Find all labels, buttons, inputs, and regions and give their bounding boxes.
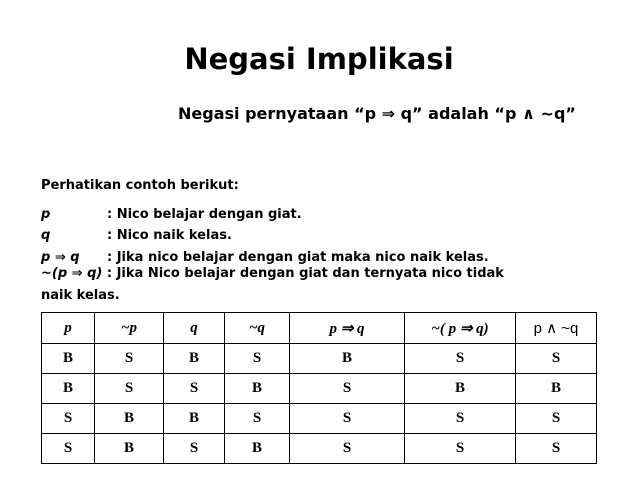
page-subtitle: Negasi pernyataan “p ⇒ q” adalah “p ∧ ~q” [178,104,576,123]
table-cell: S [290,374,405,404]
intro-text: Perhatikan contoh berikut: [41,178,239,193]
table-cell: S [164,434,225,464]
table-cell: B [516,374,597,404]
table-cell: S [95,344,164,374]
table-cell: S [290,434,405,464]
header-cell: ~p [95,313,164,344]
table-row [42,344,597,374]
negation-definition [41,266,504,281]
table-cell: B [290,344,405,374]
negation-text: : Jika Nico belajar dengan giat dan ternyata nico tidak [106,266,504,281]
definition-text: : Nico belajar dengan giat. [107,207,302,222]
table-cell: B [42,374,95,404]
table-cell: S [405,344,516,374]
table-cell: B [42,344,95,374]
definition-p [41,207,302,222]
table-cell: S [225,404,290,434]
table-cell: B [405,374,516,404]
definition-term: p [41,207,51,222]
table-row [42,404,597,434]
definition-implication [41,250,489,265]
table-row [42,434,597,464]
table-cell: S [42,404,95,434]
negation-term: ~(p ⇒ q) [41,266,103,281]
table-cell: S [516,434,597,464]
header-cell: ~( p ⇒ q) [405,313,516,344]
definition-text: : Jika nico belajar dengan giat maka nico naik kelas. [107,250,489,265]
table-row [42,374,597,404]
table-cell: B [164,344,225,374]
table-cell: S [290,404,405,434]
definition-term: q [41,228,51,243]
table-cell: S [405,434,516,464]
table-cell: B [95,434,164,464]
definition-q [41,228,232,243]
table-cell: S [516,404,597,434]
truth-table [41,312,597,464]
header-cell: ~q [225,313,290,344]
page-title: Negasi Implikasi [184,42,454,76]
table-cell: S [516,344,597,374]
definition-text: : Nico naik kelas. [107,228,232,243]
table-cell: B [164,404,225,434]
table-cell: B [225,374,290,404]
header-cell: p ⇒ q [290,313,405,344]
negation-definition-cont: naik kelas. [41,288,120,303]
header-cell: q [164,313,225,344]
table-cell: S [225,344,290,374]
table-cell: S [164,374,225,404]
truth-table-header-row [42,313,597,344]
table-cell: B [225,434,290,464]
header-cell: p ∧ ~q [516,313,597,344]
table-cell: S [405,404,516,434]
table-cell: S [42,434,95,464]
header-cell: p [42,313,95,344]
definition-term: p ⇒ q [41,250,80,265]
table-cell: B [95,404,164,434]
table-cell: S [95,374,164,404]
